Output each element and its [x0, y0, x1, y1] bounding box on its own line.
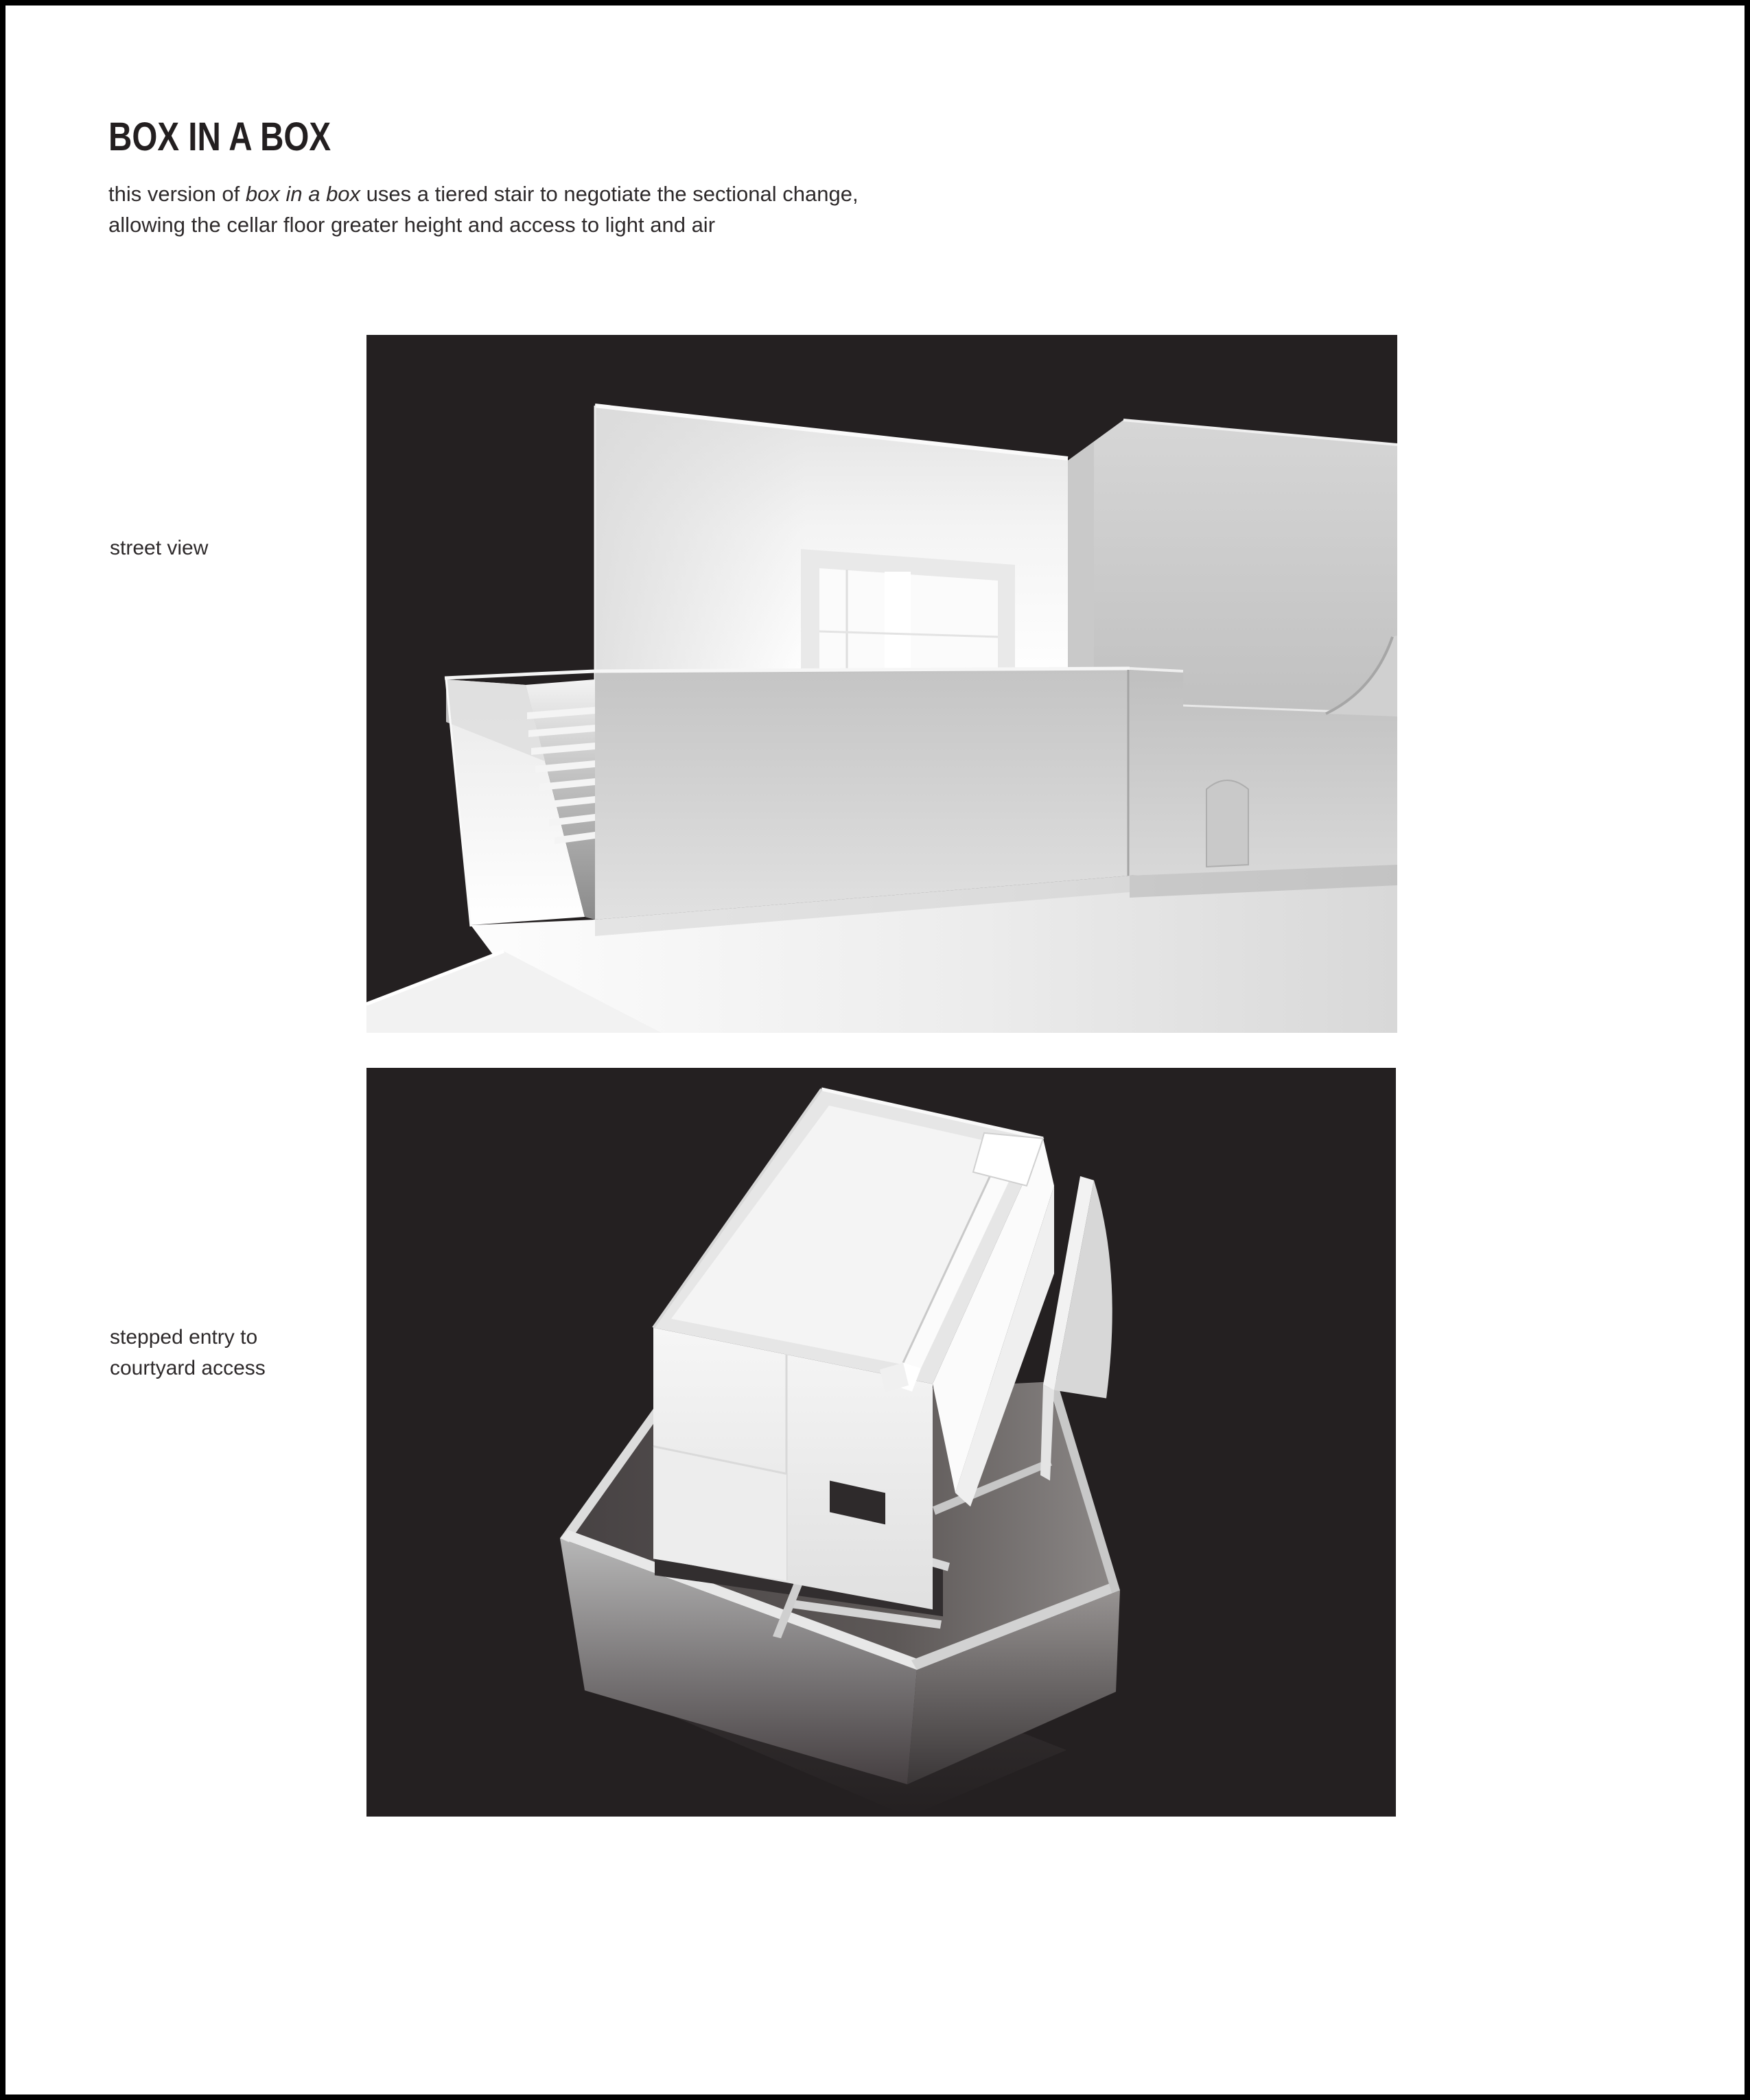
intro-text-line2: allowing the cellar floor greater height and access to light and air [108, 213, 716, 237]
intro-text-pre: this version of [108, 182, 246, 206]
stepped-entry-label-line1: stepped entry to [110, 1326, 258, 1349]
street-view-photo-graphic [366, 335, 1397, 1033]
stepped-entry-label-line2: courtyard access [110, 1357, 266, 1379]
intro-text-italic: box in a box [245, 182, 361, 206]
stepped-entry-photo-graphic [366, 1068, 1396, 1817]
stepped-entry-label [110, 1322, 266, 1384]
street-view-photo [366, 335, 1397, 1033]
intro-paragraph [108, 178, 1001, 240]
intro-text-post: uses a tiered stair to negotiate the sectional change, [360, 182, 859, 206]
stepped-entry-photo [366, 1068, 1396, 1817]
street-view-label: street view [110, 537, 209, 559]
page-title: BOX IN A BOX [108, 115, 331, 159]
